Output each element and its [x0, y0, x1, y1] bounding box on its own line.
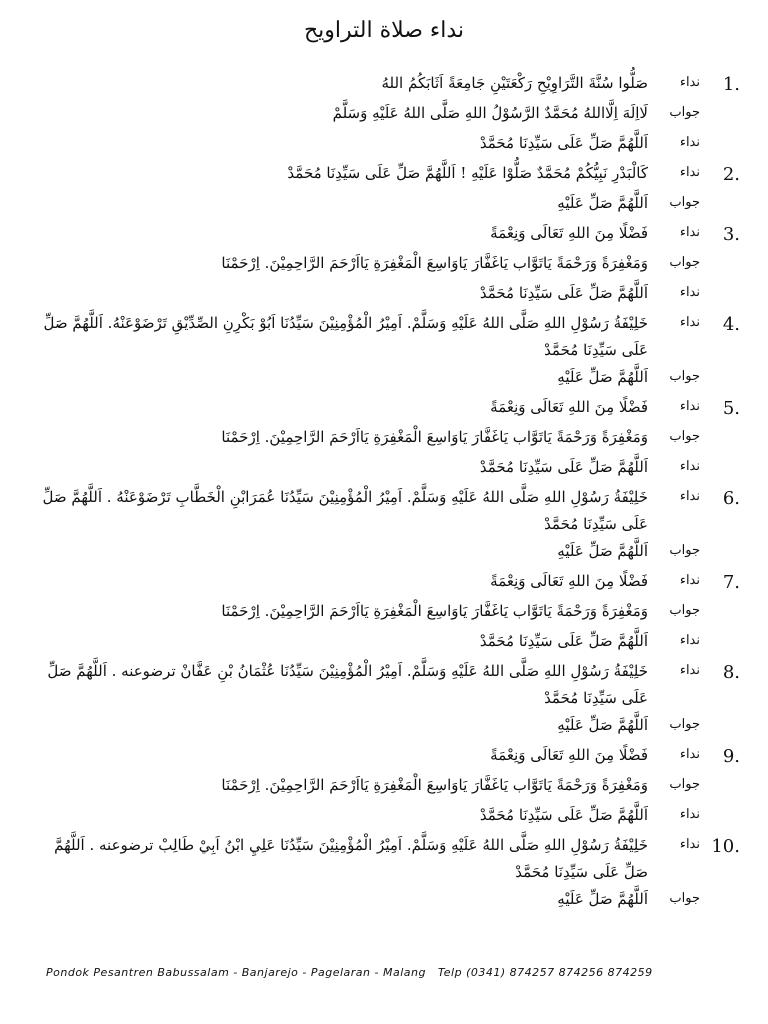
speaker-role: جواب — [669, 891, 700, 906]
dialogue-line — [40, 130, 740, 160]
entry-number: 5. — [722, 398, 740, 419]
footer-contact: Pondok Pesantren Babussalam - Banjarejo - Pagelaran - Malang Telp (0341) 874257 874256 874259 — [46, 966, 653, 979]
list-item — [40, 310, 740, 394]
speaker-role: جواب — [669, 777, 700, 792]
speaker-role: جواب — [669, 255, 700, 270]
dialogue-line — [40, 220, 740, 250]
speaker-role: نداء — [679, 75, 700, 90]
dialogue-line — [40, 190, 740, 220]
speaker-role: جواب — [669, 105, 700, 120]
speaker-role: جواب — [669, 195, 700, 210]
speaker-role: نداء — [679, 459, 700, 474]
dialogue-line — [40, 802, 740, 832]
entry-number: 6. — [722, 488, 740, 509]
dialogue-line — [40, 742, 740, 772]
recitation-text: اَللَّهُمَّ صَلِّ عَلَى سَيِّدِنَا مُحَمَّدْ — [479, 134, 648, 152]
dialogue-line — [40, 538, 740, 568]
recitation-text: فَضْلًا مِنَ اللهِ تَعَالَى وَنِعْمَةً — [490, 398, 648, 416]
dialogue-line — [40, 772, 740, 802]
speaker-role: نداء — [679, 489, 700, 504]
recitation-text: وَمَغْفِرَةً وَرَحْمَةً يَاتَوَّاب يَاغَفَّارَ يَاوَاسِعَ الْمَغْفِرَةِ يَااَرْحَمَ الرَّاحِمِيْنَ. اِرْحَمْنَا — [221, 776, 648, 794]
recitation-text: اَللَّهُمَّ صَلِّ عَلَيْهِ — [557, 194, 648, 212]
recitation-text: فَضْلًا مِنَ اللهِ تَعَالَى وَنِعْمَةً — [490, 746, 648, 764]
list-item — [40, 394, 740, 484]
list-item — [40, 70, 740, 160]
recitation-text: وَمَغْفِرَةً وَرَحْمَةً يَاتَوَّاب يَاغَفَّارَ يَاوَاسِعَ الْمَغْفِرَةِ يَااَرْحَمَ الرَّاحِمِيْنَ. اِرْحَمْنَا — [221, 602, 648, 620]
speaker-role: نداء — [679, 633, 700, 648]
dialogue-line — [40, 712, 740, 742]
speaker-role: نداء — [679, 837, 700, 852]
dialogue-line — [40, 832, 740, 886]
dialogue-line — [40, 70, 740, 100]
entry-number: 2. — [722, 164, 740, 185]
list-item — [40, 658, 740, 742]
dialogue-line — [40, 886, 740, 916]
recitation-text: فَضْلًا مِنَ اللهِ تَعَالَى وَنِعْمَةً — [490, 572, 648, 590]
list-item — [40, 742, 740, 832]
dialogue-line — [40, 100, 740, 130]
dialogue-line — [40, 280, 740, 310]
entry-number: 9. — [722, 746, 740, 767]
dialogue-line — [40, 598, 740, 628]
recitation-text: اَللَّهُمَّ صَلِّ عَلَى سَيِّدِنَا مُحَمَّدْ — [479, 458, 648, 476]
dialogue-line — [40, 454, 740, 484]
speaker-role: نداء — [679, 573, 700, 588]
recitation-text: فَضْلًا مِنَ اللهِ تَعَالَى وَنِعْمَةً — [490, 224, 648, 242]
recitation-text: اَللَّهُمَّ صَلِّ عَلَى سَيِّدِنَا مُحَمَّدْ — [479, 806, 648, 824]
recitation-text: خَلِيْفَةُ رَسُوْلِ اللهِ صَلَّى اللهُ عَلَيْهِ وَسَلَّمْ. اَمِيْرُ الْمُؤْمِنِيْنَ سَيِّدُنَا اَبُوْ بَكْرِنِ الصِّدِّيْقِ تَرْضَوْعَنْهُ. اَللَّهُمَّ صَلِّ عَلَى سَيِّدِنَا مُحَمَّدْ — [43, 314, 648, 359]
speaker-role: نداء — [679, 315, 700, 330]
recitation-text: خَلِيْفَةُ رَسُوْلِ اللهِ صَلَّى اللهُ عَلَيْهِ وَسَلَّمْ. اَمِيْرُ الْمُؤْمِنِيْنَ سَيِّدُنَا عَلِيِ ابْنُ اَبِيْ طَالِبْ ترضوعنه . اَللَّهُمَّ صَلِّ عَلَى سَيِّدِنَا مُحَمَّدْ — [54, 836, 648, 881]
list-item — [40, 160, 740, 220]
page-title: نداء صلاة التراويح — [303, 18, 465, 43]
dialogue-line — [40, 364, 740, 394]
speaker-role: جواب — [669, 429, 700, 444]
speaker-role: جواب — [669, 369, 700, 384]
dialogue-line — [40, 250, 740, 280]
speaker-role: نداء — [679, 747, 700, 762]
dialogue-line — [40, 160, 740, 190]
dialogue-line — [40, 424, 740, 454]
entry-number: 4. — [722, 314, 740, 335]
recitation-text: كَالْبَدْرِ نَبِيُّكُمْ مُحَمَّدٌ صَلُّوْا عَلَيْهِ ! اَللَّهُمَّ صَلِّ عَلَى سَيِّدِنَا مُحَمَّدْ — [287, 164, 648, 182]
list-item — [40, 832, 740, 916]
speaker-role: نداء — [679, 165, 700, 180]
speaker-role: جواب — [669, 543, 700, 558]
recitation-text: اَللَّهُمَّ صَلِّ عَلَيْهِ — [557, 890, 648, 908]
speaker-role: جواب — [669, 603, 700, 618]
entry-number: 3. — [722, 224, 740, 245]
speaker-role: نداء — [679, 225, 700, 240]
recitation-text: وَمَغْفِرَةً وَرَحْمَةً يَاتَوَّاب يَاغَفَّارَ يَاوَاسِعَ الْمَغْفِرَةِ يَااَرْحَمَ الرَّاحِمِيْنَ. اِرْحَمْنَا — [221, 254, 648, 272]
dialogue-line — [40, 568, 740, 598]
recitation-text: اَللَّهُمَّ صَلِّ عَلَيْهِ — [557, 542, 648, 560]
speaker-role: جواب — [669, 717, 700, 732]
recitation-text: اَللَّهُمَّ صَلِّ عَلَيْهِ — [557, 368, 648, 386]
entry-number: 1. — [722, 74, 740, 95]
entry-number: 10. — [711, 836, 740, 857]
dialogue-line — [40, 658, 740, 712]
dialogue-line — [40, 628, 740, 658]
recitation-text: اَللَّهُمَّ صَلِّ عَلَى سَيِّدِنَا مُحَمَّدْ — [479, 632, 648, 650]
entry-number: 8. — [722, 662, 740, 683]
list-item — [40, 568, 740, 658]
dialogue-line — [40, 484, 740, 538]
list-item — [40, 220, 740, 310]
speaker-role: نداء — [679, 135, 700, 150]
entry-number: 7. — [722, 572, 740, 593]
recitation-text: خَلِيْفَةُ رَسُوْلِ اللهِ صَلَّى اللهُ عَلَيْهِ وَسَلَّمْ. اَمِيْرُ الْمُؤْمِنِيْنَ سَيِّدُنَا عُمَرَابْنِ الْخَطَّابِ تَرْضَوْعَنْهُ . اَللَّهُمَّ صَلِّ عَلَى سَيِّدِنَا مُحَمَّدْ — [42, 488, 648, 533]
recitation-text: صَلُّوا سُنَّةَ التَّرَاوِيْحِ رَكْعَتَيْنِ جَامِعَةً اَثَابَكُمُ اللهُ — [381, 74, 648, 92]
dialogue-line — [40, 394, 740, 424]
entries-list — [40, 70, 740, 916]
speaker-role: نداء — [679, 285, 700, 300]
dialogue-line — [40, 310, 740, 364]
speaker-role: نداء — [679, 663, 700, 678]
recitation-text: لَااِلَهَ اِلَّااللهُ مُحَمَّدٌ الرَّسُوْلُ اللهِ صَلَّى اللهُ عَلَيْهِ وَسَلَّمْ — [332, 104, 648, 122]
recitation-text: اَللَّهُمَّ صَلِّ عَلَيْهِ — [557, 716, 648, 734]
recitation-text: اَللَّهُمَّ صَلِّ عَلَى سَيِّدِنَا مُحَمَّدْ — [479, 284, 648, 302]
recitation-text: خَلِيْفَةُ رَسُوْلِ اللهِ صَلَّى اللهُ عَلَيْهِ وَسَلَّمْ. اَمِيْرُ الْمُؤْمِنِيْنَ سَيِّدُنَا عُثْمَانُ بْنِ عَفَّانْ ترضوعنه . اَللَّهُمَّ صَلِّ عَلَى سَيِّدِنَا مُحَمَّدْ — [47, 662, 648, 707]
speaker-role: نداء — [679, 807, 700, 822]
recitation-text: وَمَغْفِرَةً وَرَحْمَةً يَاتَوَّاب يَاغَفَّارَ يَاوَاسِعَ الْمَغْفِرَةِ يَااَرْحَمَ الرَّاحِمِيْنَ. اِرْحَمْنَا — [221, 428, 648, 446]
speaker-role: نداء — [679, 399, 700, 414]
list-item — [40, 484, 740, 568]
